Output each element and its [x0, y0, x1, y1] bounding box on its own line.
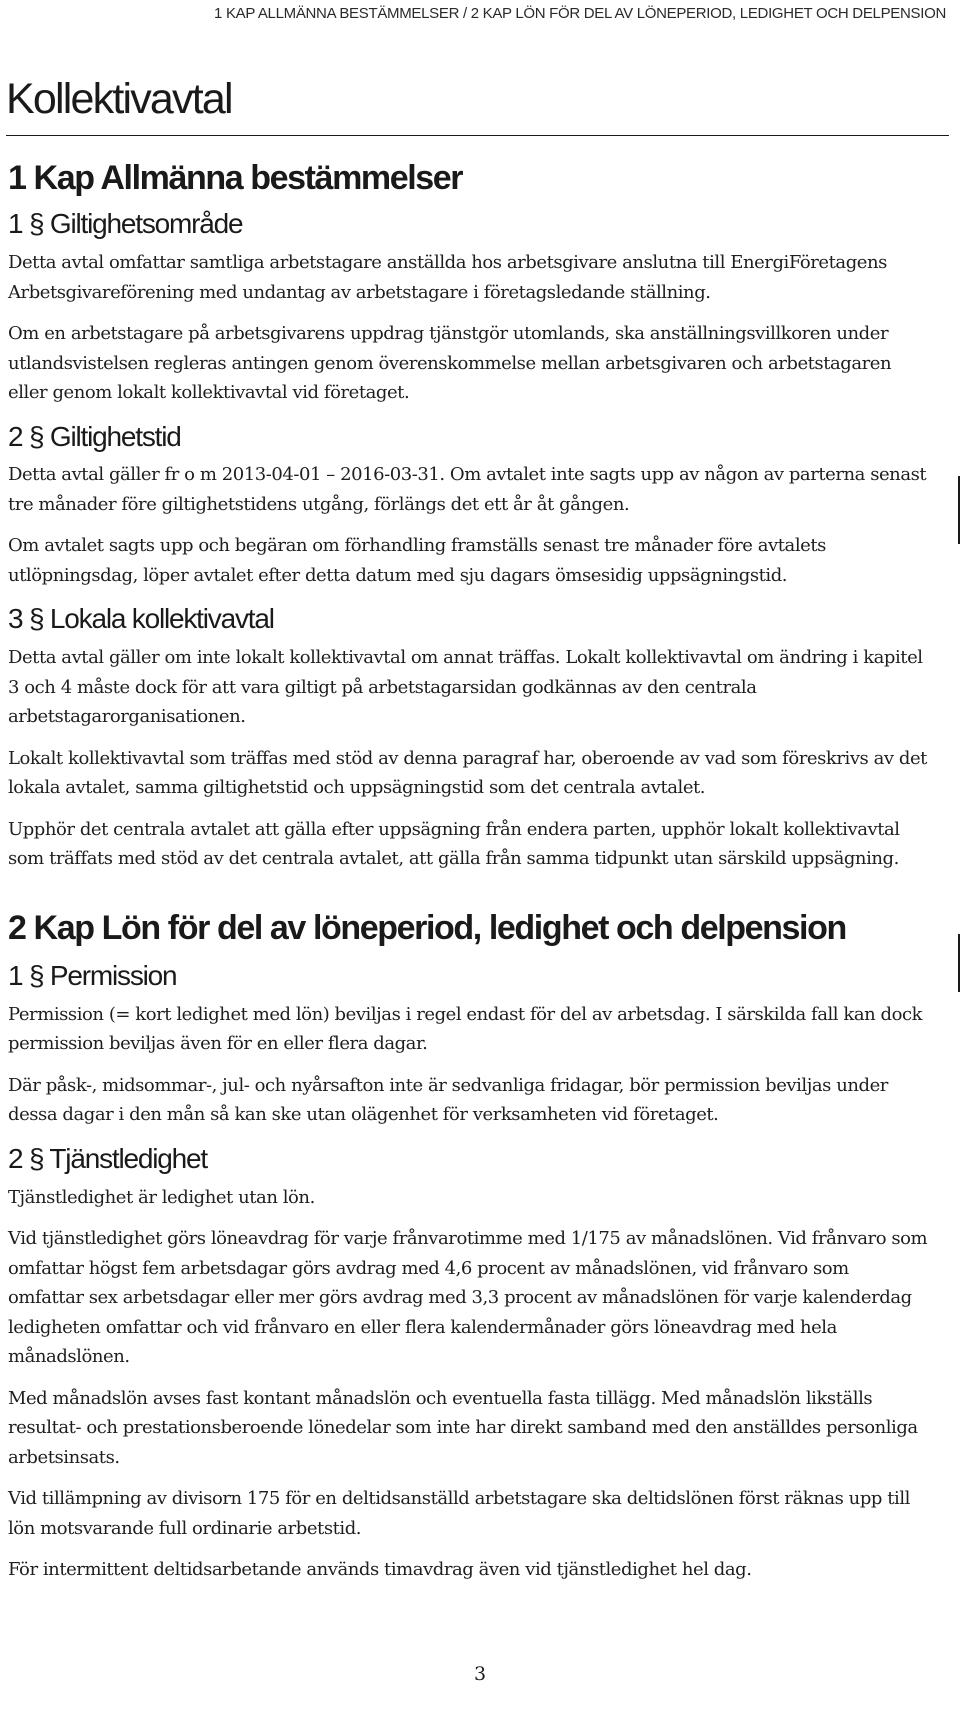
paragraph: Om avtalet sagts upp och begäran om förhandling framställs senast tre månader före avtalets utlöpningsdag, löper avtalet efter detta datum med sju dagars ömsesidig uppsägningstid. [8, 535, 826, 586]
page-number: 3 [473, 1663, 487, 1685]
section-heading: 1 § Giltighetsområde [8, 208, 243, 240]
paragraph: Med månadslön avses fast kontant månadslön och eventuella fasta tillägg. Med månadslön likställs resultat- och prestationsberoende lönedelar som inte har direkt samband med den anställdes personliga arbetsinsats. [8, 1387, 918, 1468]
title-rule [6, 135, 949, 136]
chapter-heading: 2 Kap Lön för del av löneperiod, ledighet och delpension [8, 908, 846, 947]
paragraph: Lokalt kollektivavtal som träffas med stöd av denna paragraf har, oberoende av vad som föreskrivs av det lokala avtalet, samma giltighetstid och uppsägningstid som det centrala avtalet. [8, 747, 927, 799]
paragraph: Permission (= kort ledighet med lön) beviljas i regel endast för del av arbetsdag. I särskilda fall kan dock permission beviljas även för en eller flera dagar. [8, 1003, 923, 1055]
paragraph: Detta avtal gäller fr o m 2013-04-01 – 2016-03-31. Om avtalet inte sagts upp av någon av parterna senast tre månader före giltighetstidens utgång, förlängs det ett år åt gången. [8, 464, 927, 515]
section-heading: 3 § Lokala kollektivavtal [8, 603, 274, 635]
document-title: Kollektivavtal [6, 75, 232, 123]
paragraph: Tjänstledighet är ledighet utan lön. [8, 1186, 315, 1208]
document-body [8, 160, 928, 1597]
paragraph: Där påsk-, midsommar-, jul- och nyårsafton inte är sedvanliga fridagar, bör permission beviljas under dessa dagar i den mån så kan ske utan olägenhet för verksamheten vid företaget. [8, 1074, 888, 1126]
paragraph: För intermittent deltidsarbetande används timavdrag även vid tjänstledighet hel dag. [8, 1559, 752, 1581]
paragraph: Detta avtal omfattar samtliga arbetstagare anställda hos arbetsgivare anslutna till EnergiFöretagens Arbetsgivareförening med undantag av arbetstagare i företagsledande ställning. [8, 252, 887, 303]
paragraph: Om en arbetstagare på arbetsgivarens uppdrag tjänstgör utomlands, ska anställningsvillkoren under utlandsvistelsen regleras antingen genom överenskommelse mellan arbetsgivaren och arbetstagaren eller genom lokalt kollektivavtal vid företaget. [8, 323, 892, 404]
section-heading: 2 § Giltighetstid [8, 420, 181, 452]
paragraph: Vid tillämpning av divisorn 175 för en deltidsanställd arbetstagare ska deltidslönen först räknas upp till lön motsvarande full ordinarie arbetstid. [8, 1488, 910, 1539]
paragraph: Vid tjänstledighet görs löneavdrag för varje frånvarotimme med 1/175 av månadslönen. Vid frånvaro som omfattar högst fem arbetsdagar görs avdrag med 4,6 procent av månadslönen, vid frånvaro som omfattar sex arbetsdagar eller mer görs avdrag med 3,3 procent av månadslönen för varje kalenderdag ledigheten omfattar och vid frånvaro en eller flera kalendermånader görs löneavdrag med hela månadslönen. [8, 1228, 928, 1368]
running-header: 1 KAP ALLMÄNNA BESTÄMMELSER / 2 KAP LÖN FÖR DEL AV LÖNEPERIOD, LEDIGHET OCH DELPENSION [214, 5, 946, 22]
chapter-heading: 1 Kap Allmänna bestämmelser [8, 159, 463, 197]
section-heading: 1 § Permission [8, 960, 177, 992]
paragraph: Upphör det centrala avtalet att gälla efter uppsägning från endera parten, upphör lokalt kollektivavtal som träffats med stöd av det centrala avtalet, att gälla från samma tidpunkt utan särskild uppsägning. [8, 818, 900, 870]
paragraph: Detta avtal gäller om inte lokalt kollektivavtal om annat träffas. Lokalt kollektivavtal om ändring i kapitel 3 och 4 måste dock för att vara giltigt på arbetstagarsidan godkännas av den centrala arbetstagarorganisationen. [8, 647, 923, 728]
section-heading: 2 § Tjänstledighet [8, 1142, 207, 1174]
